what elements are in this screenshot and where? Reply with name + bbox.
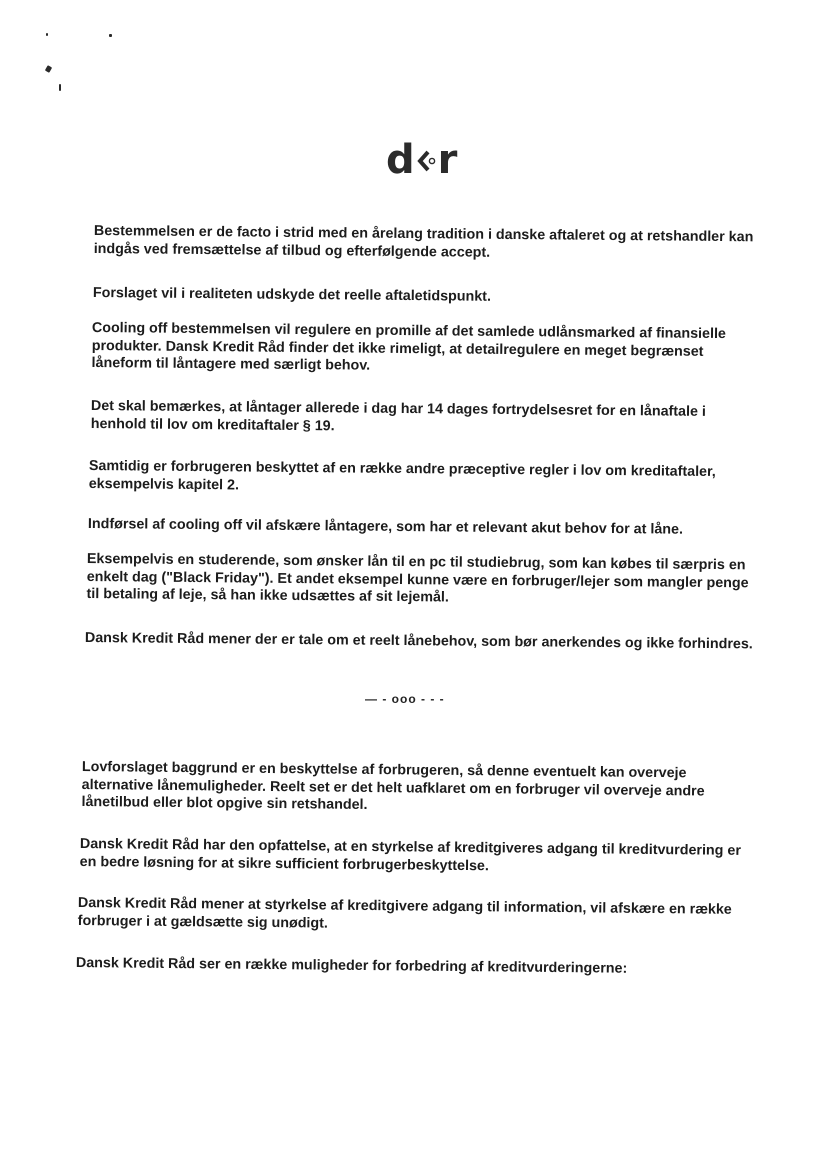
text-line: forbruger i at gældsætte sig unødigt.	[77, 912, 329, 932]
paragraph	[76, 955, 628, 978]
paragraph	[80, 836, 741, 878]
text-line: henhold til lov om kreditaftaler § 19.	[90, 415, 335, 434]
text-line: Forslaget vil i realiteten udskyde det reelle aftaletidspunkt.	[92, 285, 492, 305]
text-line: Samtidig er forbrugeren beskyttet af en række andre præceptive regler i lov om kreditaftaler,	[88, 458, 716, 481]
dkr-logo	[386, 137, 457, 183]
text-line: låneform til låntagere med særligt behov.	[91, 354, 371, 374]
logo-letter-r: r	[437, 137, 457, 183]
text-line: en bedre løsning for at sikre sufficient forbrugerbeskyttelse.	[79, 853, 489, 874]
paragraph	[91, 398, 706, 439]
text-line: eksempelvis kapitel 2.	[88, 475, 240, 493]
text-line: Eksempelvis en studerende, som ønsker lån til en pc til studiebrug, som kan købes til særpris en	[86, 551, 746, 574]
text-line: indgås ved fremsættelse af tilbud og efterfølgende accept.	[93, 240, 491, 261]
text-line: alternative lånemuligheder. Reelt set er det helt uafklaret om en forbruger vil overveje andre	[81, 776, 705, 800]
scan-speck	[109, 34, 112, 37]
paragraph	[86, 551, 748, 610]
text-line: Dansk Kredit Råd mener at styrkelse af kreditgivere adgang til information, vil afskære en række	[77, 895, 732, 918]
logo-chevron-icon	[416, 146, 436, 176]
paragraph	[93, 285, 491, 306]
text-line: Dansk Kredit Råd har den opfattelse, at en styrkelse af kreditgiveres adgang til kreditvurdering er	[79, 836, 742, 859]
logo-letter-d: d	[386, 137, 414, 183]
text-line: lånetilbud eller blot opgive sin retshandel.	[81, 793, 368, 813]
paragraph	[94, 223, 754, 264]
text-line: Indførsel af cooling off vil afskære låntagere, som har et relevant akut behov for at låne.	[87, 516, 684, 538]
text-line: Dansk Kredit Råd ser en række muligheder for forbedring af kreditvurderingerne:	[75, 955, 628, 977]
section-separator: — - ooo - - -	[365, 692, 445, 706]
text-line: enkelt dag ("Black Friday"). Et andet eksempel kunne være en forbruger/lejer som mangler penge	[86, 568, 749, 591]
text-line: Lovforslaget baggrund er en beskyttelse af forbrugeren, så denne eventuelt kan overveje	[81, 759, 687, 782]
scan-speck	[46, 33, 48, 36]
paragraph	[78, 895, 732, 937]
scan-speck	[59, 84, 61, 91]
scan-speck	[45, 65, 52, 73]
paragraph	[88, 516, 683, 539]
text-line: Bestemmelsen er de facto i strid med en årelang tradition i danske aftaleret og at retshandler kan	[93, 223, 754, 246]
paragraph	[91, 320, 725, 379]
paragraph	[81, 759, 704, 818]
paragraph	[89, 458, 716, 499]
text-line: til betaling af leje, så han ikke udsættes af sit lejemål.	[86, 585, 449, 606]
text-line: Dansk Kredit Råd mener der er tale om et reelt lånebehov, som bør anerkendes og ikke forhindres.	[84, 630, 753, 653]
text-line: Det skal bemærkes, at låntager allerede i dag har 14 dages fortrydelsesret for en lånaftale i	[90, 398, 707, 420]
paragraph	[85, 630, 753, 654]
text-line: produkter. Dansk Kredit Råd finder det ikke rimeligt, at detailregulere en meget begrænset	[91, 337, 704, 360]
text-line: Cooling off bestemmelsen vil regulere en promille af det samlede udlånsmarked af finansielle	[91, 320, 726, 343]
